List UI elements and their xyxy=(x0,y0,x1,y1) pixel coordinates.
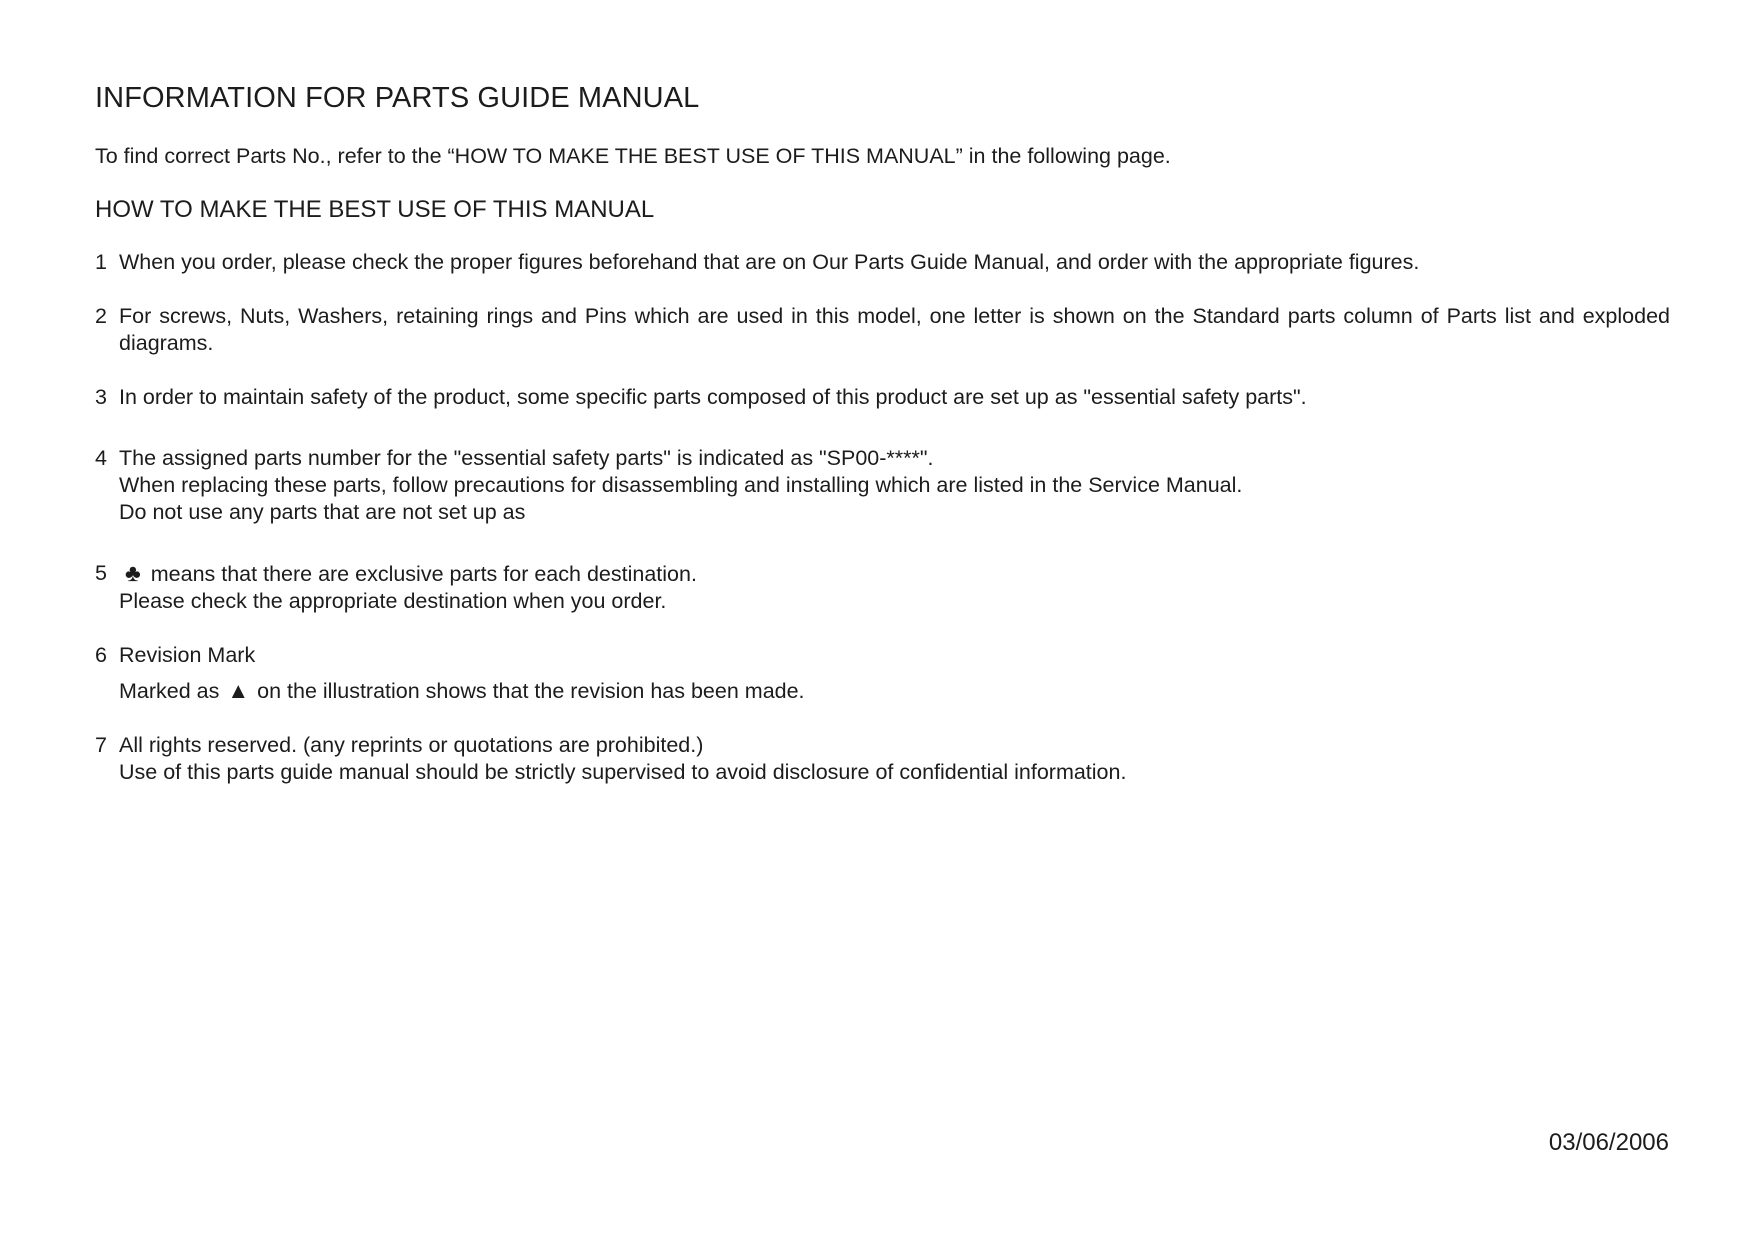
item-body xyxy=(119,560,1670,615)
item-text: When you order, please check the proper figures beforehand that are on Our Parts Guide Manual, and order with the appropriate figures. xyxy=(119,250,1420,274)
document-page xyxy=(95,78,1670,813)
list-item-3 xyxy=(95,384,1670,411)
item-line: Please check the appropriate destination when you order. xyxy=(119,589,667,613)
list-item-2 xyxy=(95,303,1670,357)
item-body xyxy=(119,445,1670,526)
item-number: 3 xyxy=(95,385,107,409)
item-line: Revision Mark xyxy=(119,643,256,667)
item-number: 2 xyxy=(95,304,107,328)
item-body xyxy=(119,732,1670,786)
item-line-text: Marked as xyxy=(119,679,220,703)
list-item-6 xyxy=(95,642,1670,705)
item-line: Do not use any parts that are not set up as xyxy=(119,500,526,524)
item-line: Use of this parts guide manual should be strictly supervised to avoid disclosure of confidential information. xyxy=(119,760,1127,784)
section-title: HOW TO MAKE THE BEST USE OF THIS MANUAL xyxy=(95,196,655,223)
item-line: All rights reserved. (any reprints or quotations are prohibited.) xyxy=(119,733,704,757)
item-line xyxy=(119,677,1670,705)
item-number: 4 xyxy=(95,446,107,470)
list-item-1 xyxy=(95,249,1670,276)
list-item-7 xyxy=(95,732,1670,786)
club-icon: ♣ xyxy=(125,560,141,587)
list-item-5 xyxy=(95,560,1670,615)
item-text: For screws, Nuts, Washers, retaining rings and Pins which are used in this model, one letter is shown on the Standard parts column of Parts list and exploded diagrams. xyxy=(119,304,1670,355)
item-number: 1 xyxy=(95,250,107,274)
item-line: The assigned parts number for the "essential safety parts" is indicated as "SP00-****". xyxy=(119,446,934,470)
item-line xyxy=(119,560,1670,588)
item-text: In order to maintain safety of the product, some specific parts composed of this product are set up as "essential safety parts". xyxy=(119,385,1307,409)
item-line: When replacing these parts, follow precautions for disassembling and installing which are listed in the Service Manual. xyxy=(119,473,1243,497)
item-number: 5 xyxy=(95,561,107,585)
item-number: 7 xyxy=(95,733,107,757)
item-line-text: means that there are exclusive parts for each destination. xyxy=(150,562,697,586)
list-item-4 xyxy=(95,445,1670,526)
page-title: INFORMATION FOR PARTS GUIDE MANUAL xyxy=(95,82,700,114)
item-line-text: on the illustration shows that the revision has been made. xyxy=(257,679,805,703)
triangle-up-icon: ▲ xyxy=(227,678,250,703)
instruction-list xyxy=(95,249,1670,786)
item-body xyxy=(119,642,1670,705)
intro-text: To find correct Parts No., refer to the “HOW TO MAKE THE BEST USE OF THIS MANUAL” in the following page. xyxy=(95,144,1171,168)
item-number: 6 xyxy=(95,643,107,667)
document-date: 03/06/2006 xyxy=(1548,1129,1669,1156)
